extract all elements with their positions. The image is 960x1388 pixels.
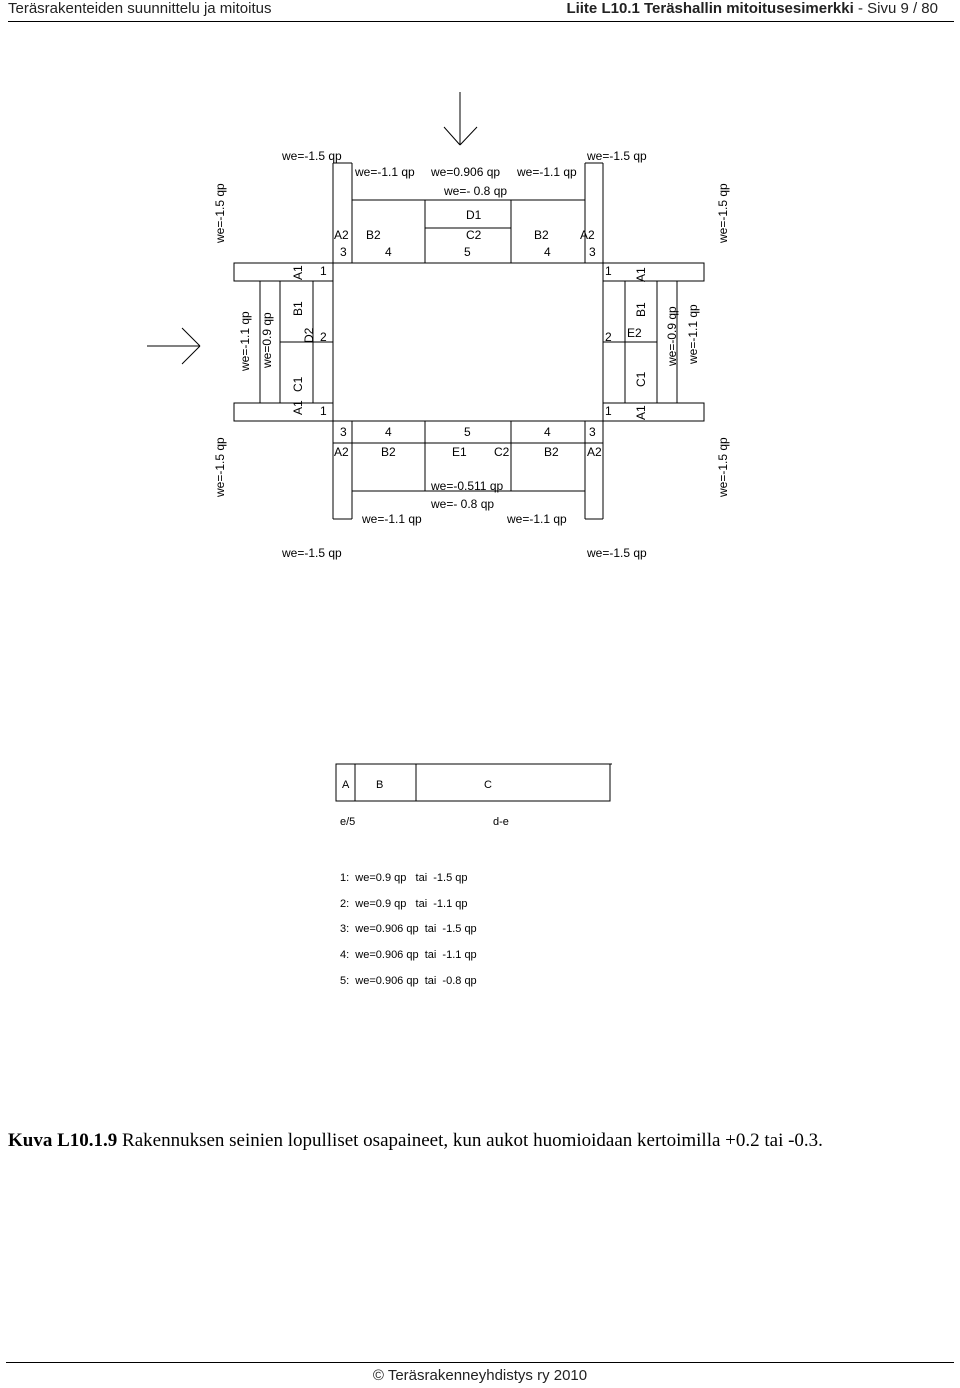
plan-label: 1 (320, 264, 327, 278)
we-label-top-b2-right: we=-1.1 qp (517, 165, 577, 179)
plan-label: 4 (385, 245, 392, 259)
plan-label: C1 (634, 371, 648, 387)
we-label-bottom-right: we=-1.5 qp (587, 546, 647, 560)
strip-label-right: d-e (493, 816, 509, 828)
we-label-bottom-e1-alt: we=- 0.8 qp (431, 497, 495, 511)
plan-label: 2 (605, 330, 612, 344)
we-label-right-lower: we=-1.5 qp (716, 437, 730, 497)
footer-copyright: © Teräsrakenneyhdistys ry 2010 (372, 1367, 588, 1384)
plan-label: E1 (452, 445, 467, 459)
header-page-number: - Sivu 9 / 80 (853, 0, 938, 17)
plan-label: A1 (634, 405, 648, 420)
figure-caption-label: Kuva L10.1.9 (8, 1130, 118, 1151)
legend-row-2: 2: we=0.9 qp tai -1.1 qp (340, 898, 468, 910)
strip-label-left: e/5 (340, 816, 356, 828)
plan-label: 3 (589, 425, 596, 439)
plan-label: 4 (385, 425, 392, 439)
plan-label: A2 (587, 445, 602, 459)
plan-label: C1 (291, 376, 305, 392)
we-label-top-right: we=-1.5 qp (587, 149, 647, 163)
legend-row-4: 4: we=0.906 qp tai -1.1 qp (340, 949, 477, 961)
plan-label: 4 (544, 425, 551, 439)
plan-label: 3 (589, 245, 596, 259)
we-label-right-upper: we=-1.5 qp (716, 183, 730, 243)
plan-label: A1 (291, 265, 305, 280)
we-label-right-e2: we=-0.9 qp (665, 306, 679, 366)
we-label-left-lower: we=-1.5 qp (213, 437, 227, 497)
plan-label: A1 (291, 400, 305, 415)
plan-label: B2 (366, 228, 381, 242)
plan-label: 1 (320, 404, 327, 418)
plan-label: E2 (627, 326, 642, 340)
plan-label: 5 (464, 245, 471, 259)
plan-label: B1 (291, 301, 305, 316)
strip-zone-b: B (376, 779, 384, 791)
wind-pressure-plan-drawing (0, 0, 960, 600)
plan-label: 5 (464, 425, 471, 439)
we-label-top-c2: we=0.906 qp (431, 165, 501, 179)
wind-arrow-left-icon (147, 328, 200, 364)
legend-row-3: 3: we=0.906 qp tai -1.5 qp (340, 923, 477, 935)
plan-label: C2 (494, 445, 510, 459)
figure-caption (8, 1128, 908, 1153)
we-label-top-d1: we=- 0.8 qp (444, 184, 508, 198)
wind-arrow-top-icon (444, 92, 477, 145)
zone-strip-diagram (0, 755, 960, 995)
we-label-bottom-b2-right: we=-1.1 qp (507, 512, 567, 526)
we-label-top-b2-left: we=-1.1 qp (355, 165, 415, 179)
plan-label: A1 (634, 267, 648, 282)
plan-label: 1 (605, 264, 612, 278)
plan-label: B2 (544, 445, 559, 459)
plan-label: 3 (340, 245, 347, 259)
we-label-bottom-e1: we=-0.511 qp (431, 479, 504, 493)
plan-label: 4 (544, 245, 551, 259)
we-label-left-b1: we=-1.1 qp (238, 311, 252, 371)
plan-label: 2 (320, 330, 327, 344)
we-label-top-left: we=-1.5 qp (282, 149, 342, 163)
we-label-left-d2: we=0.9 qp (260, 312, 274, 368)
plan-label: C2 (466, 228, 482, 242)
header-appendix-title: Liite L10.1 Teräshallin mitoitusesimerkki (566, 0, 854, 17)
plan-label: A2 (580, 228, 595, 242)
plan-label: D2 (302, 327, 316, 343)
plan-label: A2 (334, 228, 349, 242)
strip-zone-a: A (342, 779, 350, 791)
strip-zone-c: C (484, 779, 492, 791)
plan-label: 1 (605, 404, 612, 418)
legend-row-5: 5: we=0.906 qp tai -0.8 qp (340, 975, 477, 987)
header-document-title: Teräsrakenteiden suunnittelu ja mitoitus (8, 0, 272, 17)
footer-rule (6, 1362, 954, 1363)
plan-label: 3 (340, 425, 347, 439)
plan-label: B2 (381, 445, 396, 459)
we-label-right-b1: we=-1.1 qp (686, 304, 700, 364)
legend-row-1: 1: we=0.9 qp tai -1.5 qp (340, 872, 468, 884)
building-outline (333, 263, 603, 421)
plan-label: A2 (334, 445, 349, 459)
plan-label: B2 (534, 228, 549, 242)
plan-label: B1 (634, 302, 648, 317)
figure-caption-text: Rakennuksen seinien lopulliset osapaineet, kun aukot huomioidaan kertoimilla +0.2 tai -0.3. (117, 1130, 823, 1151)
plan-label: D1 (466, 208, 482, 222)
we-label-bottom-b2-left: we=-1.1 qp (362, 512, 422, 526)
we-label-left-upper: we=-1.5 qp (213, 183, 227, 243)
we-label-bottom-left: we=-1.5 qp (282, 546, 342, 560)
